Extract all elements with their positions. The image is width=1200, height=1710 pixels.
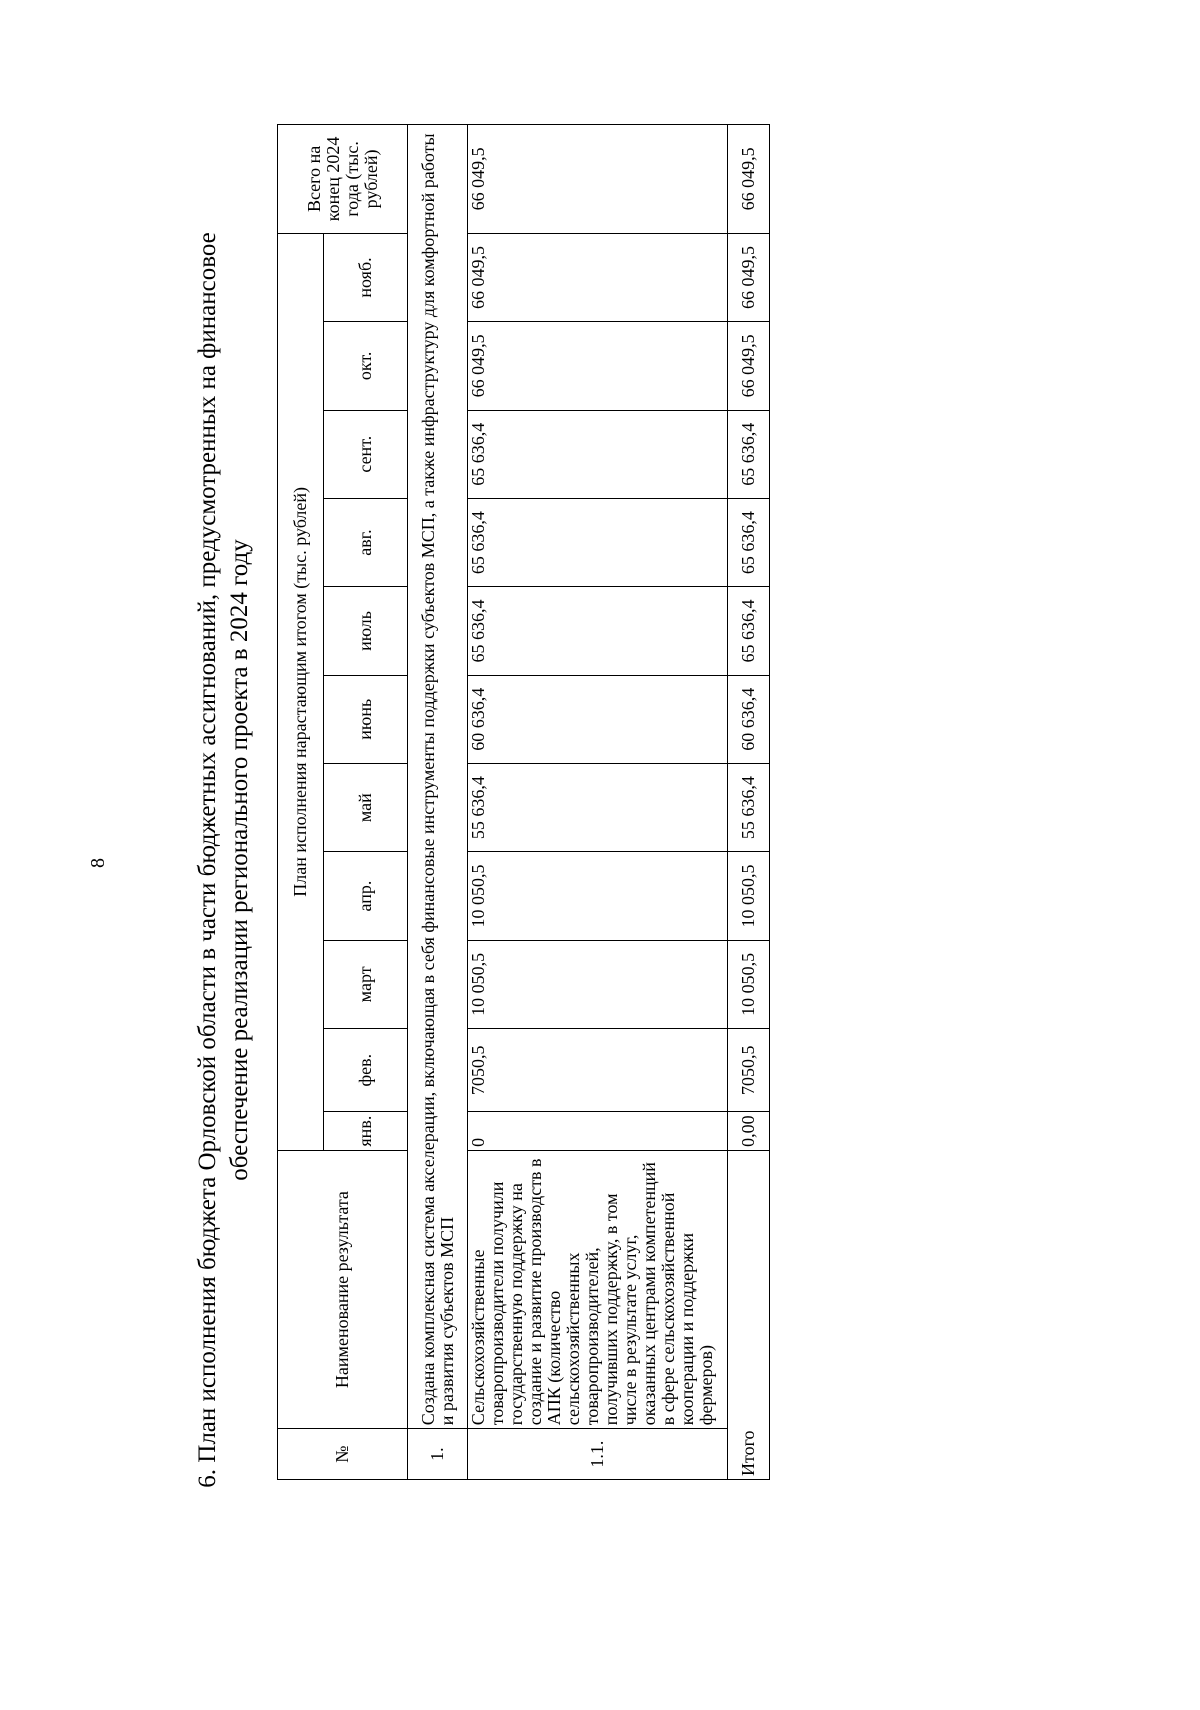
page-number: 8 <box>87 858 109 868</box>
total-value-cell: 66 049,5 <box>728 233 770 321</box>
total-value-cell: 60 636,4 <box>728 675 770 763</box>
section-text: Создана комплексная система акселерации, включающая в себя финансовые инструменты поддержки субъектов МСП, а также инфраструктуру для комфортной работы и развития субъектов МСП <box>408 125 468 1429</box>
header-month: июнь <box>324 675 408 763</box>
total-value-cell: 7050,5 <box>728 1029 770 1112</box>
grand-total-cell: 66 049,5 <box>728 125 770 234</box>
header-month: апр. <box>324 852 408 940</box>
header-month: авг. <box>324 498 408 586</box>
value-cell: 66 049,5 <box>468 322 728 410</box>
section-row <box>408 125 468 1480</box>
header-month: июль <box>324 587 408 675</box>
value-cell: 65 636,4 <box>468 498 728 586</box>
total-value-cell: 55 636,4 <box>728 763 770 851</box>
total-value-cell: 66 049,5 <box>728 322 770 410</box>
value-cell: 55 636,4 <box>468 763 728 851</box>
value-cell: 7050,5 <box>468 1029 728 1112</box>
section-number: 1. <box>408 1429 468 1480</box>
header-total: Всего на конец 2024 года (тыс. рублей) <box>278 125 408 234</box>
value-cell: 65 636,4 <box>468 410 728 498</box>
total-value-cell: 65 636,4 <box>728 587 770 675</box>
title-line-1: 6. План исполнения бюджета Орловской области в части бюджетных ассигнований, предусмотренных на финансовое <box>194 232 221 1488</box>
header-month: окт. <box>324 322 408 410</box>
total-row <box>728 125 770 1480</box>
budget-plan-table <box>277 124 770 1480</box>
total-value-cell: 65 636,4 <box>728 498 770 586</box>
value-cell: 65 636,4 <box>468 587 728 675</box>
total-value-cell: 0,00 <box>728 1112 770 1151</box>
header-month: сент. <box>324 410 408 498</box>
row-number: 1.1. <box>468 1429 728 1480</box>
header-month: май <box>324 763 408 851</box>
header-result-name: Наименование результата <box>278 1150 408 1428</box>
header-row-1 <box>278 125 324 1480</box>
total-value-cell: 10 050,5 <box>728 852 770 940</box>
value-cell: 10 050,5 <box>468 852 728 940</box>
result-name-cell: Сельскохозяйственные товаропроизводители получили государственную поддержку на создание и развитие производств в АПК (количество сельскохозяйственных товаропроизводителей, получивших поддержку, в том числе в результате услуг, оказанных центрами компетенций в сфере сельскохозяйственной кооперации и поддержки фермеров) <box>468 1150 728 1428</box>
table-row <box>468 125 728 1480</box>
title-line-2: обеспечение реализации регионального проекта в 2024 году <box>226 539 253 1181</box>
total-value-cell: 10 050,5 <box>728 940 770 1028</box>
value-cell: 10 050,5 <box>468 940 728 1028</box>
value-cell: 66 049,5 <box>468 233 728 321</box>
header-month: фев. <box>324 1029 408 1112</box>
header-month: янв. <box>324 1112 408 1151</box>
value-cell: 0 <box>468 1112 728 1151</box>
document-title <box>192 210 256 1510</box>
header-month: март <box>324 940 408 1028</box>
header-plan-group: План исполнения нарастающим итогом (тыс. рублей) <box>278 233 324 1150</box>
value-cell: 60 636,4 <box>468 675 728 763</box>
total-cell: 66 049,5 <box>468 125 728 234</box>
total-label: Итого <box>728 1150 770 1479</box>
total-value-cell: 65 636,4 <box>728 410 770 498</box>
header-number: № <box>278 1429 408 1480</box>
header-month: нояб. <box>324 233 408 321</box>
